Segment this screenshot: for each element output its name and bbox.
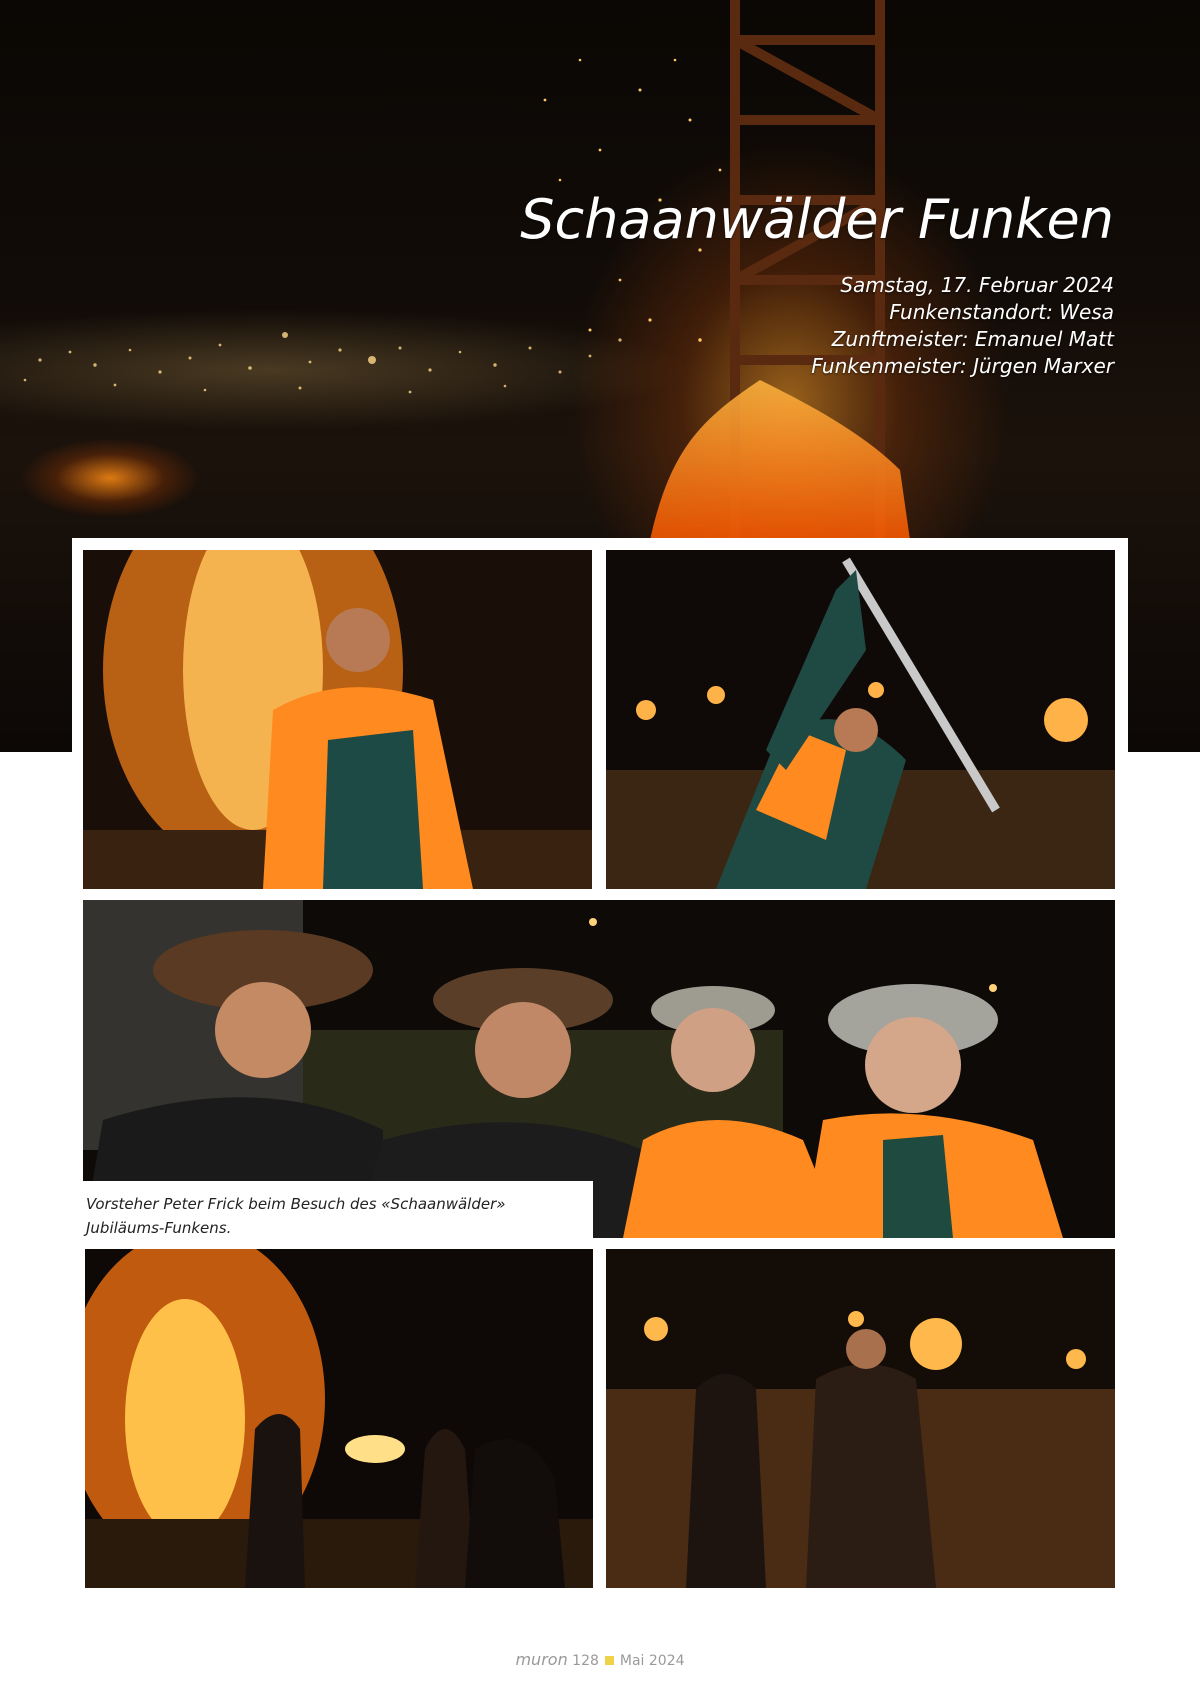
event-location: Funkenstandort: Wesa	[889, 300, 1114, 324]
photo-lighting-fire	[85, 1249, 593, 1588]
issue-number: 128	[572, 1653, 599, 1669]
photo-torch-walk	[606, 1249, 1115, 1588]
separator-square-icon	[605, 1656, 614, 1665]
photo-caption: Vorsteher Peter Frick beim Besuch des «Schaanwälder» Jubiläums-Funkens.	[86, 1195, 506, 1237]
magazine-brand: muron	[515, 1650, 568, 1669]
funken-master: Funkenmeister: Jürgen Marxer	[811, 354, 1114, 378]
article-title: Schaanwälder Funken	[520, 188, 1114, 251]
event-date: Samstag, 17. Februar 2024	[840, 273, 1114, 297]
page-footer	[0, 1650, 1200, 1669]
issue-date: Mai 2024	[619, 1653, 685, 1669]
guild-master: Zunftmeister: Emanuel Matt	[831, 327, 1114, 351]
article-header	[520, 188, 1114, 380]
photo-portrait-fire	[83, 550, 592, 889]
photo-torch-raise	[606, 550, 1115, 889]
